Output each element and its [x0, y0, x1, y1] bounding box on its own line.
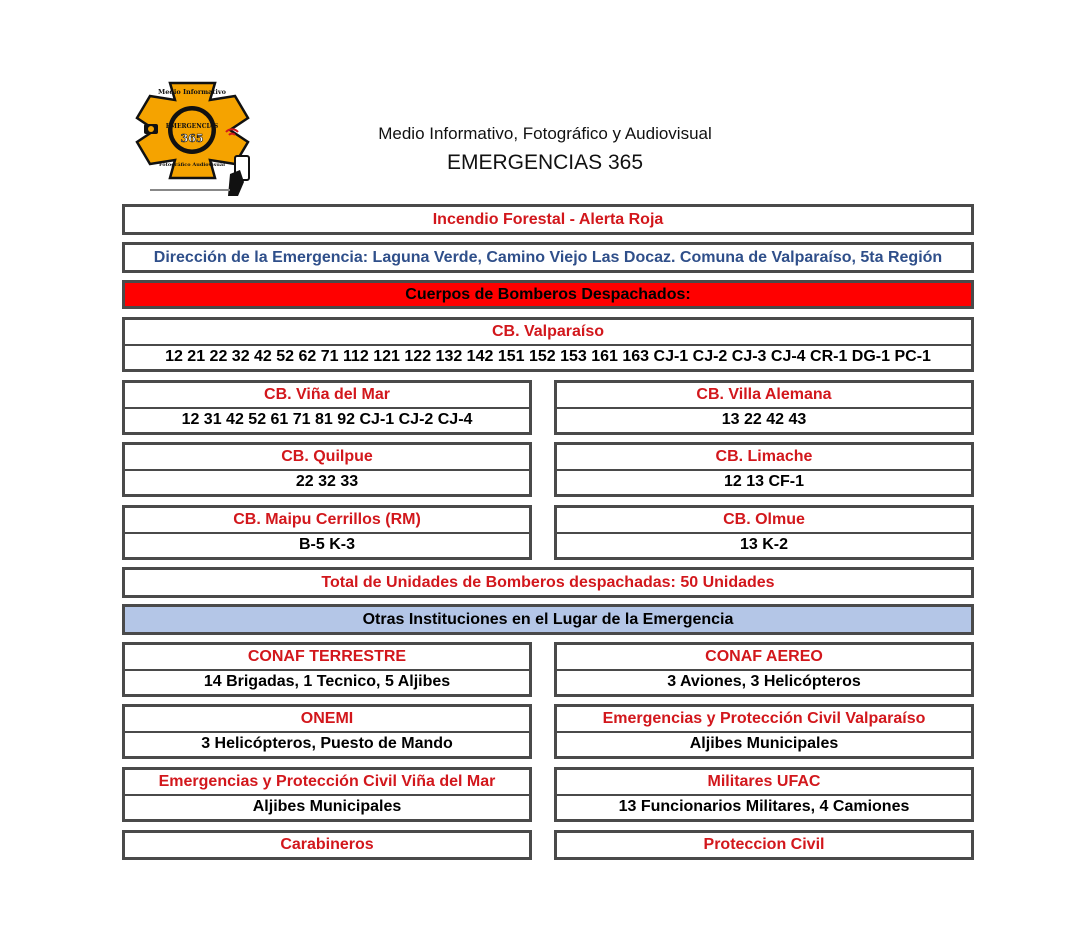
conaf-aereo-card: [554, 642, 974, 697]
cb-villa-alemana-card: [554, 380, 974, 435]
logo-text-top: Medio Informativo: [158, 88, 226, 96]
cb-valparaiso-name: CB. Valparaíso: [125, 320, 971, 346]
militares-detail: 13 Funcionarios Militares, 4 Camiones: [618, 798, 910, 816]
incident-address: Dirección de la Emergencia: Laguna Verde, Camino Viejo Las Docaz. Comuna de Valparaíso, 5ta Región: [122, 242, 974, 273]
logo-text-mid: EMERGENCIAS: [165, 123, 219, 130]
emergencias-365-logo: [130, 78, 260, 198]
logo-text-bottom: Fotográfico Audiovisual: [158, 162, 226, 168]
onemi-name: ONEMI: [125, 707, 529, 733]
cb-vina-card: [122, 380, 532, 435]
epc-vina-detail: Aljibes Municipales: [252, 798, 402, 816]
cb-vina-units: 12 31 42 52 61 71 81 92 CJ-1 CJ-2 CJ-4: [181, 411, 473, 429]
bomberos-header: Cuerpos de Bomberos Despachados:: [122, 280, 974, 309]
conaf-aereo-name: CONAF AEREO: [557, 645, 971, 671]
onemi-card: [122, 704, 532, 759]
cb-valparaiso-card: [122, 317, 974, 372]
logo-number: 365: [180, 132, 204, 145]
conaf-terrestre-name: CONAF TERRESTRE: [125, 645, 529, 671]
epc-valparaiso-card: [554, 704, 974, 759]
cb-maipu-card: [122, 505, 532, 560]
cb-olmue-name: CB. Olmue: [557, 508, 971, 534]
cb-vina-name: CB. Viña del Mar: [125, 383, 529, 409]
incident-title: Incendio Forestal - Alerta Roja: [122, 204, 974, 235]
carabineros-card: Carabineros: [122, 830, 532, 860]
proteccion-civil-card: Proteccion Civil: [554, 830, 974, 860]
militares-card: [554, 767, 974, 822]
cb-villa-alemana-units: 13 22 42 43: [721, 411, 807, 429]
cb-valparaiso-units: 12 21 22 32 42 52 62 71 112 121 122 132 142 151 152 153 161 163 CJ-1 CJ-2 CJ-3 CJ-4 CR-1 DG-1 PC-1: [165, 348, 931, 366]
header-title: EMERGENCIAS 365: [446, 151, 644, 174]
cb-limache-card: [554, 442, 974, 497]
epc-vina-name: Emergencias y Protección Civil Viña del Mar: [125, 770, 529, 796]
cb-quilpue-card: [122, 442, 532, 497]
cb-maipu-units: B-5 K-3: [298, 536, 355, 554]
header-subtitle: Medio Informativo, Fotográfico y Audiovisual: [378, 124, 712, 143]
epc-vina-card: [122, 767, 532, 822]
epc-valparaiso-name: Emergencias y Protección Civil Valparaíso: [557, 707, 971, 733]
cb-olmue-units: 13 K-2: [739, 536, 789, 554]
bomberos-total: Total de Unidades de Bomberos despachadas: 50 Unidades: [122, 567, 974, 598]
cb-villa-alemana-name: CB. Villa Alemana: [557, 383, 971, 409]
cb-limache-name: CB. Limache: [557, 445, 971, 471]
logo-emblem-icon: [130, 78, 260, 198]
cb-quilpue-name: CB. Quilpue: [125, 445, 529, 471]
militares-name: Militares UFAC: [557, 770, 971, 796]
cb-limache-units: 12 13 CF-1: [723, 473, 805, 491]
conaf-aereo-detail: 3 Aviones, 3 Helicópteros: [667, 673, 861, 691]
conaf-terrestre-card: [122, 642, 532, 697]
cb-maipu-name: CB. Maipu Cerrillos (RM): [125, 508, 529, 534]
cb-quilpue-units: 22 32 33: [295, 473, 359, 491]
conaf-terrestre-detail: 14 Brigadas, 1 Tecnico, 5 Aljibes: [203, 673, 451, 691]
onemi-detail: 3 Helicópteros, Puesto de Mando: [201, 735, 453, 753]
otras-header: Otras Instituciones en el Lugar de la Emergencia: [122, 604, 974, 635]
epc-valparaiso-detail: Aljibes Municipales: [689, 735, 839, 753]
cb-olmue-card: [554, 505, 974, 560]
